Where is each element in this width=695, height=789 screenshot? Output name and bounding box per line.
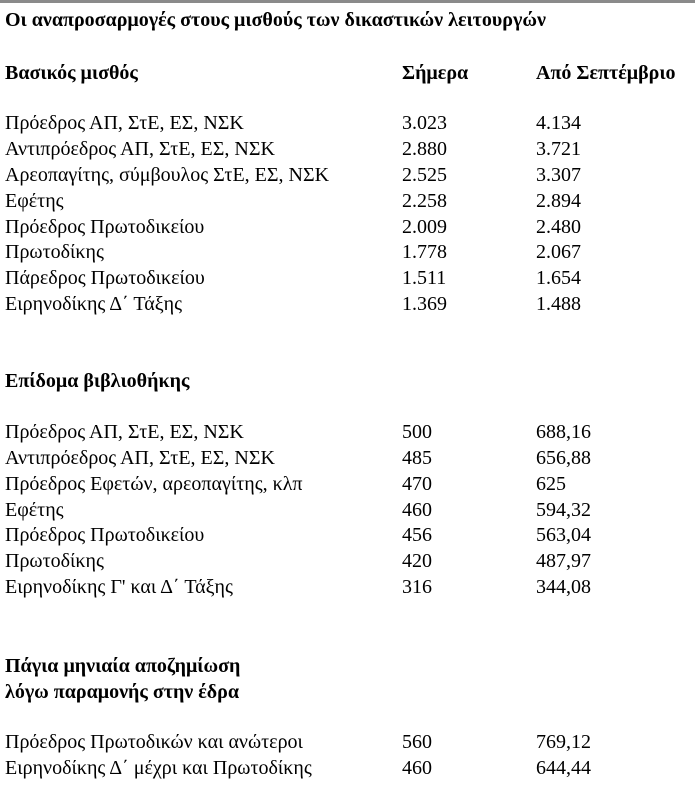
row-today-value: 2.525 [402, 164, 447, 186]
row-september-value: 3.721 [536, 138, 581, 160]
row-september-value: 625 [536, 473, 566, 495]
basic-salary-heading: Βασικός μισθός [5, 62, 138, 84]
row-september-value: 1.654 [536, 267, 581, 289]
table-row [0, 550, 695, 576]
table-row [0, 421, 695, 447]
table-row [0, 473, 695, 499]
row-label: Ειρηνοδίκης Δ΄ μέχρι και Πρωτοδίκης [5, 757, 312, 779]
table-row [0, 112, 695, 138]
row-label: Πρόεδρος ΑΠ, ΣτΕ, ΕΣ, ΝΣΚ [5, 112, 244, 134]
table-row [0, 524, 695, 550]
row-today-value: 2.009 [402, 216, 447, 238]
row-label: Αντιπρόεδρος ΑΠ, ΣτΕ, ΕΣ, ΝΣΚ [5, 138, 275, 160]
library-allowance-heading: Επίδομα βιβλιοθήκης [5, 370, 190, 392]
column-from-september-heading: Από Σεπτέμβριο [536, 62, 676, 84]
row-september-value: 2.894 [536, 190, 581, 212]
row-today-value: 316 [402, 576, 432, 598]
row-label: Εφέτης [5, 499, 64, 521]
row-september-value: 3.307 [536, 164, 581, 186]
row-september-value: 769,12 [536, 731, 591, 753]
row-label: Πάρεδρος Πρωτοδικείου [5, 267, 205, 289]
row-label: Πρόεδρος Πρωτοδικείου [5, 216, 205, 238]
table-row [0, 293, 695, 319]
row-today-value: 3.023 [402, 112, 447, 134]
row-today-value: 1.369 [402, 293, 447, 315]
row-label: Αντιπρόεδρος ΑΠ, ΣτΕ, ΕΣ, ΝΣΚ [5, 447, 275, 469]
row-today-value: 460 [402, 757, 432, 779]
row-september-value: 644,44 [536, 757, 591, 779]
table-row [0, 138, 695, 164]
row-label: Πρόεδρος Εφετών, αρεοπαγίτης, κλπ [5, 473, 303, 495]
table-row [0, 447, 695, 473]
row-today-value: 1.511 [402, 267, 447, 289]
row-label: Πρόεδρος Πρωτοδικών και ανώτεροι [5, 731, 303, 753]
row-september-value: 563,04 [536, 524, 591, 546]
row-september-value: 4.134 [536, 112, 581, 134]
row-today-value: 2.880 [402, 138, 447, 160]
row-today-value: 500 [402, 421, 432, 443]
row-today-value: 460 [402, 499, 432, 521]
table-row [0, 499, 695, 525]
row-september-value: 1.488 [536, 293, 581, 315]
row-label: Εφέτης [5, 190, 64, 212]
table-row [0, 164, 695, 190]
top-rule [0, 0, 695, 3]
table-row [0, 241, 695, 267]
table-row [0, 190, 695, 216]
table-row [0, 757, 695, 783]
row-today-value: 1.778 [402, 241, 447, 263]
table-row [0, 576, 695, 602]
row-label: Αρεοπαγίτης, σύμβουλος ΣτΕ, ΕΣ, ΝΣΚ [5, 164, 330, 186]
table-row [0, 731, 695, 757]
row-today-value: 560 [402, 731, 432, 753]
row-today-value: 470 [402, 473, 432, 495]
row-today-value: 456 [402, 524, 432, 546]
residence-compensation-heading-line1: Πάγια μηνιαία αποζημίωση [5, 655, 241, 677]
row-september-value: 688,16 [536, 421, 591, 443]
row-september-value: 656,88 [536, 447, 591, 469]
row-september-value: 487,97 [536, 550, 591, 572]
row-september-value: 2.067 [536, 241, 581, 263]
row-label: Ειρηνοδίκης Δ΄ Τάξης [5, 293, 183, 315]
table-row [0, 267, 695, 293]
row-september-value: 2.480 [536, 216, 581, 238]
row-today-value: 2.258 [402, 190, 447, 212]
row-label: Πρωτοδίκης [5, 241, 104, 263]
row-september-value: 594,32 [536, 499, 591, 521]
row-today-value: 420 [402, 550, 432, 572]
residence-compensation-heading-line2: λόγω παραμονής στην έδρα [5, 681, 240, 703]
row-label: Πρωτοδίκης [5, 550, 104, 572]
row-september-value: 344,08 [536, 576, 591, 598]
row-label: Πρόεδρος ΑΠ, ΣτΕ, ΕΣ, ΝΣΚ [5, 421, 244, 443]
table-row [0, 216, 695, 242]
column-today-heading: Σήμερα [402, 62, 469, 84]
document-title: Οι αναπροσαρμογές στους μισθούς των δικαστικών λειτουργών [5, 9, 546, 31]
row-today-value: 485 [402, 447, 432, 469]
row-label: Ειρηνοδίκης Γ' και Δ΄ Τάξης [5, 576, 233, 598]
row-label: Πρόεδρος Πρωτοδικείου [5, 524, 205, 546]
